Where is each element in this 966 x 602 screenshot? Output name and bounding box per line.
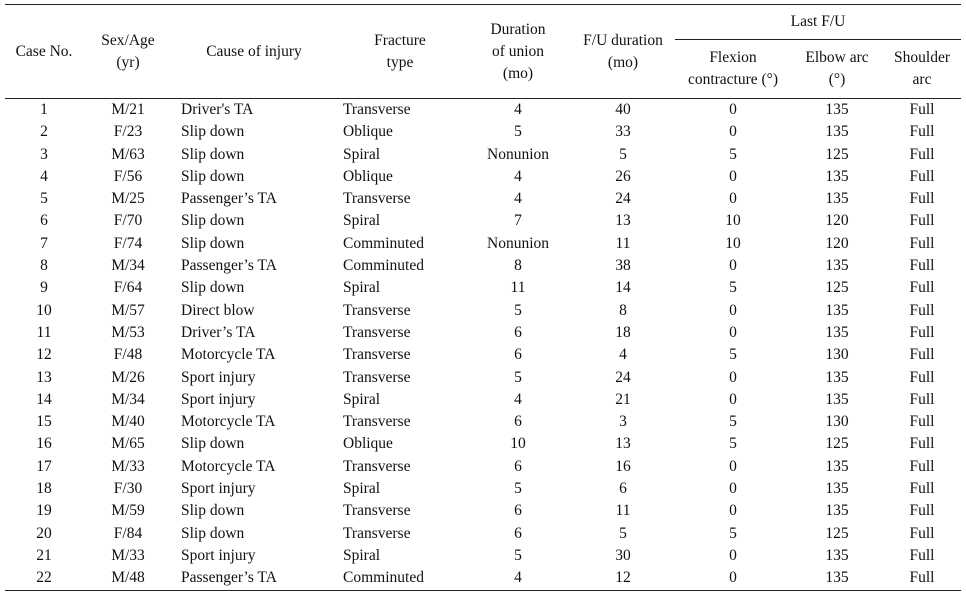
- cell-flexion: 0: [729, 123, 737, 141]
- cell-fu-duration: 26: [615, 167, 631, 185]
- header-shoulder-line2: arc: [912, 71, 932, 88]
- header-fracture-line2: type: [386, 53, 414, 71]
- cell-case-no: 2: [40, 123, 48, 141]
- cell-elbow-arc: 135: [825, 101, 849, 118]
- cell-sex-age: M/48: [83, 567, 173, 590]
- cell-fracture-type: Transverse: [343, 368, 411, 386]
- table-row: [5, 523, 961, 545]
- header-flexion-line2: contracture (°): [687, 71, 779, 88]
- cell-shoulder-arc: Full: [909, 346, 935, 364]
- cell-flexion: 0: [729, 301, 737, 319]
- cell-duration-union: 5: [514, 123, 522, 141]
- header-elbow-line1: Elbow arc: [805, 49, 869, 66]
- header-cause-text: Cause of injury: [206, 42, 302, 60]
- cell-shoulder-arc: Full: [909, 167, 935, 185]
- cell-cause: Motorcycle TA: [181, 413, 276, 431]
- cell-shoulder-arc: Full: [909, 390, 935, 408]
- cell-cause: Slip down: [181, 145, 245, 163]
- cell-elbow-arc: 135: [825, 190, 849, 208]
- cell-fracture-type: Transverse: [343, 190, 411, 208]
- cell-sex-age: M/59: [111, 502, 145, 520]
- cell-sex-age: F/84: [113, 524, 143, 542]
- header-shoulder-line1: Shoulder: [894, 49, 950, 66]
- cell-cause: Slip down: [181, 212, 245, 230]
- cell-elbow-arc: 125: [825, 435, 849, 453]
- cell-fracture-type: Spiral: [343, 546, 381, 564]
- cell-fu-duration: 11: [615, 502, 631, 520]
- cell-duration-union: 5: [514, 480, 522, 498]
- cell-duration-union: 6: [514, 346, 522, 364]
- cell-fracture-type: Transverse: [343, 323, 411, 341]
- cell-shoulder-arc: Full: [909, 301, 935, 319]
- cell-elbow-arc: 135: [825, 457, 849, 475]
- table-row: [5, 210, 961, 232]
- cell-sex-age: M/25: [111, 190, 145, 208]
- cell-shoulder-arc: Full: [909, 435, 935, 453]
- cell-elbow-arc: 135: [791, 567, 883, 590]
- cell-elbow-arc: 135: [825, 546, 849, 564]
- cell-shoulder-arc: Full: [909, 257, 935, 275]
- cell-sex-age: M/57: [111, 301, 145, 319]
- cell-flexion: 5: [729, 524, 737, 542]
- cell-flexion: 0: [729, 323, 737, 341]
- cell-duration-union: 8: [514, 257, 522, 275]
- table-row: [5, 500, 961, 522]
- cell-fu-duration: 5: [619, 145, 627, 163]
- cell-fu-duration: 14: [615, 279, 631, 297]
- cell-flexion: 0: [729, 390, 737, 408]
- header-duration-line2: of union: [491, 42, 545, 60]
- cell-fracture-type: Transverse: [343, 301, 411, 319]
- cell-cause: Driver’s TA: [181, 323, 256, 341]
- cell-shoulder-arc: Full: [909, 480, 935, 498]
- table-row: [5, 166, 961, 188]
- table-row: [5, 277, 961, 299]
- cell-duration-union: 6: [514, 413, 522, 431]
- cell-duration-union: 6: [514, 502, 522, 520]
- cell-fu-duration: 8: [619, 301, 627, 319]
- cell-flexion: 0: [729, 101, 737, 118]
- cell-duration-union: 4: [514, 167, 522, 185]
- header-case-no-text: Case No.: [15, 42, 73, 60]
- cell-duration-union: 5: [514, 301, 522, 319]
- cell-case-no: 14: [36, 390, 52, 408]
- table-row: [5, 188, 961, 210]
- table-row: [5, 144, 961, 166]
- cell-flexion: 0: [729, 368, 737, 386]
- cell-fracture-type: Oblique: [343, 435, 393, 453]
- cell-cause: Passenger’s TA: [181, 257, 277, 275]
- table-row: [5, 411, 961, 433]
- cell-fracture-type: Transverse: [343, 502, 411, 520]
- cell-fu-duration: 38: [615, 257, 631, 275]
- cell-sex-age: F/23: [113, 123, 143, 141]
- cell-fracture-type: Spiral: [343, 145, 381, 163]
- cell-elbow-arc: 135: [825, 368, 849, 386]
- header-duration-line1: Duration: [490, 20, 546, 38]
- cell-duration-union: 10: [510, 435, 526, 453]
- table-header: [5, 5, 961, 99]
- cell-flexion: 0: [675, 567, 791, 590]
- cell-elbow-arc: 125: [825, 279, 849, 297]
- cell-shoulder-arc: Full: [909, 279, 935, 297]
- cell-elbow-arc: 135: [825, 502, 849, 520]
- cell-case-no: 9: [40, 279, 48, 297]
- cell-elbow-arc: 125: [825, 524, 849, 542]
- cell-fracture-type: Comminuted: [343, 234, 424, 252]
- cell-sex-age: M/53: [111, 323, 145, 341]
- cell-flexion: 5: [729, 145, 737, 163]
- cell-sex-age: F/70: [113, 212, 143, 230]
- cell-case-no: 19: [36, 502, 52, 520]
- cell-flexion: 0: [729, 546, 737, 564]
- header-flexion: [675, 40, 791, 99]
- cell-fu-duration: 24: [615, 190, 631, 208]
- cell-cause: Sport injury: [181, 546, 256, 564]
- cell-flexion: 0: [729, 167, 737, 185]
- cell-case-no: 7: [40, 234, 48, 252]
- cell-case-no: 11: [36, 323, 52, 341]
- header-sex-age-line2: (yr): [116, 53, 140, 71]
- cell-flexion: 0: [729, 190, 737, 208]
- table-row: [5, 478, 961, 500]
- cell-fracture-type: Comminuted: [335, 567, 465, 590]
- cell-case-no: 6: [40, 212, 48, 230]
- cell-elbow-arc: 135: [825, 167, 849, 185]
- table-row: [5, 300, 961, 322]
- cell-case-no: 18: [36, 480, 52, 498]
- cell-flexion: 10: [725, 234, 741, 252]
- cell-shoulder-arc: Full: [909, 502, 935, 520]
- cell-elbow-arc: 135: [825, 123, 849, 141]
- cell-case-no: 5: [40, 190, 48, 208]
- cell-fracture-type: Spiral: [343, 212, 381, 230]
- cell-case-no: 16: [36, 435, 52, 453]
- cell-fu-duration: 13: [615, 212, 631, 230]
- cell-fracture-type: Transverse: [343, 413, 411, 431]
- cell-case-no: 1: [40, 101, 48, 118]
- cell-duration-union: Nonunion: [487, 145, 549, 163]
- table-row: [5, 344, 961, 366]
- cell-duration-union: 6: [514, 323, 522, 341]
- cell-case-no: 3: [40, 145, 48, 163]
- cell-fu-duration: 13: [615, 435, 631, 453]
- cell-case-no: 20: [36, 524, 52, 542]
- cell-elbow-arc: 120: [825, 234, 849, 252]
- cell-sex-age: F/74: [113, 234, 143, 252]
- table-row: [5, 255, 961, 277]
- cell-cause: Direct blow: [181, 301, 255, 319]
- cell-fu-duration: 3: [619, 413, 627, 431]
- header-last-fu-text: Last F/U: [790, 13, 846, 30]
- cell-fracture-type: Spiral: [343, 390, 381, 408]
- cell-case-no: 15: [36, 413, 52, 431]
- table-row: [5, 121, 961, 143]
- cell-flexion: 5: [729, 435, 737, 453]
- cell-fu-duration: 21: [615, 390, 631, 408]
- cell-flexion: 0: [729, 502, 737, 520]
- table-row: [5, 367, 961, 389]
- cell-cause: Slip down: [181, 234, 245, 252]
- cell-case-no: 13: [36, 368, 52, 386]
- cell-shoulder-arc: Full: [909, 101, 935, 118]
- cell-shoulder-arc: Full: [909, 368, 935, 386]
- table-row: [5, 545, 961, 567]
- cell-sex-age: F/56: [113, 167, 143, 185]
- header-fu-duration: [571, 5, 675, 99]
- cell-flexion: 0: [729, 257, 737, 275]
- cell-case-no: 4: [40, 167, 48, 185]
- cell-fracture-type: Transverse: [343, 524, 411, 542]
- header-fu-line1: F/U duration: [583, 31, 663, 49]
- cell-elbow-arc: 125: [825, 145, 849, 163]
- cell-cause: Sport injury: [181, 390, 256, 408]
- cell-flexion: 5: [729, 279, 737, 297]
- cell-cause: Sport injury: [181, 368, 256, 386]
- header-fracture-type: [335, 5, 465, 99]
- cell-case-no: 12: [36, 346, 52, 364]
- cell-duration-union: 4: [514, 190, 522, 208]
- cell-elbow-arc: 130: [825, 413, 849, 431]
- cell-fracture-type: Transverse: [343, 346, 411, 364]
- cell-shoulder-arc: Full: [909, 234, 935, 252]
- cell-cause: Passenger’s TA: [173, 567, 335, 590]
- cell-duration-union: 4: [465, 567, 571, 590]
- cell-shoulder-arc: Full: [909, 190, 935, 208]
- cell-sex-age: M/63: [111, 145, 145, 163]
- cell-duration-union: 5: [514, 546, 522, 564]
- header-elbow-arc: [791, 40, 883, 99]
- cell-cause: Slip down: [181, 435, 245, 453]
- cell-shoulder-arc: Full: [909, 457, 935, 475]
- cell-fracture-type: Comminuted: [343, 257, 424, 275]
- cell-fracture-type: Spiral: [343, 279, 381, 297]
- cell-fu-duration: 16: [615, 457, 631, 475]
- cell-flexion: 5: [729, 413, 737, 431]
- cell-fu-duration: 18: [615, 323, 631, 341]
- cell-shoulder-arc: Full: [909, 145, 935, 163]
- cell-elbow-arc: 135: [825, 390, 849, 408]
- cell-shoulder-arc: Full: [883, 567, 961, 590]
- cell-elbow-arc: 135: [825, 480, 849, 498]
- header-cause: [173, 5, 335, 99]
- cell-shoulder-arc: Full: [909, 546, 935, 564]
- cell-fu-duration: 6: [619, 480, 627, 498]
- cell-shoulder-arc: Full: [909, 524, 935, 542]
- cell-shoulder-arc: Full: [909, 413, 935, 431]
- cell-case-no: 22: [5, 567, 83, 590]
- cell-fu-duration: 11: [615, 234, 631, 252]
- cell-sex-age: M/40: [111, 413, 145, 431]
- cell-fracture-type: Oblique: [343, 167, 393, 185]
- table-row: [5, 322, 961, 344]
- cell-cause: Slip down: [181, 167, 245, 185]
- cell-shoulder-arc: Full: [909, 123, 935, 141]
- table-row: [5, 456, 961, 478]
- header-sex-age-line1: Sex/Age: [101, 31, 155, 49]
- patient-outcomes-table: [5, 4, 961, 591]
- cell-cause: Motorcycle TA: [181, 346, 276, 364]
- cell-cause: Driver's TA: [181, 101, 254, 118]
- cell-elbow-arc: 135: [825, 257, 849, 275]
- cell-case-no: 17: [36, 457, 52, 475]
- cell-cause: Slip down: [181, 524, 245, 542]
- header-duration-union: [465, 5, 571, 99]
- cell-flexion: 0: [729, 480, 737, 498]
- cell-duration-union: 7: [514, 212, 522, 230]
- cell-case-no: 21: [36, 546, 52, 564]
- cell-duration-union: 5: [514, 368, 522, 386]
- cell-fu-duration: 12: [571, 567, 675, 590]
- cell-duration-union: 6: [514, 457, 522, 475]
- cell-fracture-type: Spiral: [343, 480, 381, 498]
- cell-sex-age: M/21: [111, 101, 145, 118]
- cell-sex-age: F/64: [113, 279, 143, 297]
- cell-duration-union: 11: [510, 279, 526, 297]
- header-flexion-line1: Flexion: [709, 49, 757, 66]
- header-fu-line2: (mo): [607, 53, 639, 71]
- header-case-no: [5, 5, 83, 99]
- cell-sex-age: M/26: [111, 368, 145, 386]
- cell-duration-union: Nonunion: [487, 234, 549, 252]
- cell-sex-age: F/30: [113, 480, 143, 498]
- cell-sex-age: M/34: [111, 257, 145, 275]
- table-row: [5, 233, 961, 255]
- cell-elbow-arc: 135: [825, 301, 849, 319]
- cell-cause: Slip down: [181, 123, 245, 141]
- table-row: [5, 99, 961, 122]
- cell-elbow-arc: 120: [825, 212, 849, 230]
- header-shoulder-arc: [883, 40, 961, 99]
- header-duration-line3: (mo): [502, 64, 534, 82]
- cell-fracture-type: Transverse: [343, 101, 411, 118]
- header-sex-age: [83, 5, 173, 99]
- cell-sex-age: M/34: [111, 390, 145, 408]
- cell-shoulder-arc: Full: [909, 323, 935, 341]
- cell-cause: Sport injury: [181, 480, 256, 498]
- cell-fu-duration: 40: [615, 101, 631, 118]
- cell-sex-age: M/33: [111, 546, 145, 564]
- cell-flexion: 5: [729, 346, 737, 364]
- cell-fu-duration: 4: [619, 346, 627, 364]
- cell-sex-age: M/33: [111, 457, 145, 475]
- table-body: [5, 99, 961, 591]
- cell-flexion: 10: [725, 212, 741, 230]
- cell-sex-age: M/65: [111, 435, 145, 453]
- cell-cause: Motorcycle TA: [181, 457, 276, 475]
- cell-sex-age: F/48: [113, 346, 143, 364]
- cell-fracture-type: Oblique: [343, 123, 393, 141]
- cell-cause: Slip down: [181, 279, 245, 297]
- cell-case-no: 8: [40, 257, 48, 275]
- header-last-fu: [675, 5, 961, 40]
- header-fracture-line1: Fracture: [374, 31, 426, 49]
- cell-fu-duration: 30: [615, 546, 631, 564]
- cell-elbow-arc: 135: [825, 323, 849, 341]
- table-row: [5, 567, 961, 590]
- cell-flexion: 0: [729, 457, 737, 475]
- cell-fu-duration: 24: [615, 368, 631, 386]
- cell-cause: Slip down: [181, 502, 245, 520]
- cell-shoulder-arc: Full: [909, 212, 935, 230]
- header-elbow-line2: (°): [828, 71, 846, 88]
- table-row: [5, 389, 961, 411]
- cell-duration-union: 4: [514, 390, 522, 408]
- cell-duration-union: 4: [514, 101, 522, 118]
- cell-cause: Passenger’s TA: [181, 190, 277, 208]
- cell-fracture-type: Transverse: [343, 457, 411, 475]
- cell-duration-union: 6: [514, 524, 522, 542]
- table-row: [5, 433, 961, 455]
- cell-fu-duration: 5: [619, 524, 627, 542]
- cell-fu-duration: 33: [615, 123, 631, 141]
- cell-case-no: 10: [36, 301, 52, 319]
- cell-elbow-arc: 130: [825, 346, 849, 364]
